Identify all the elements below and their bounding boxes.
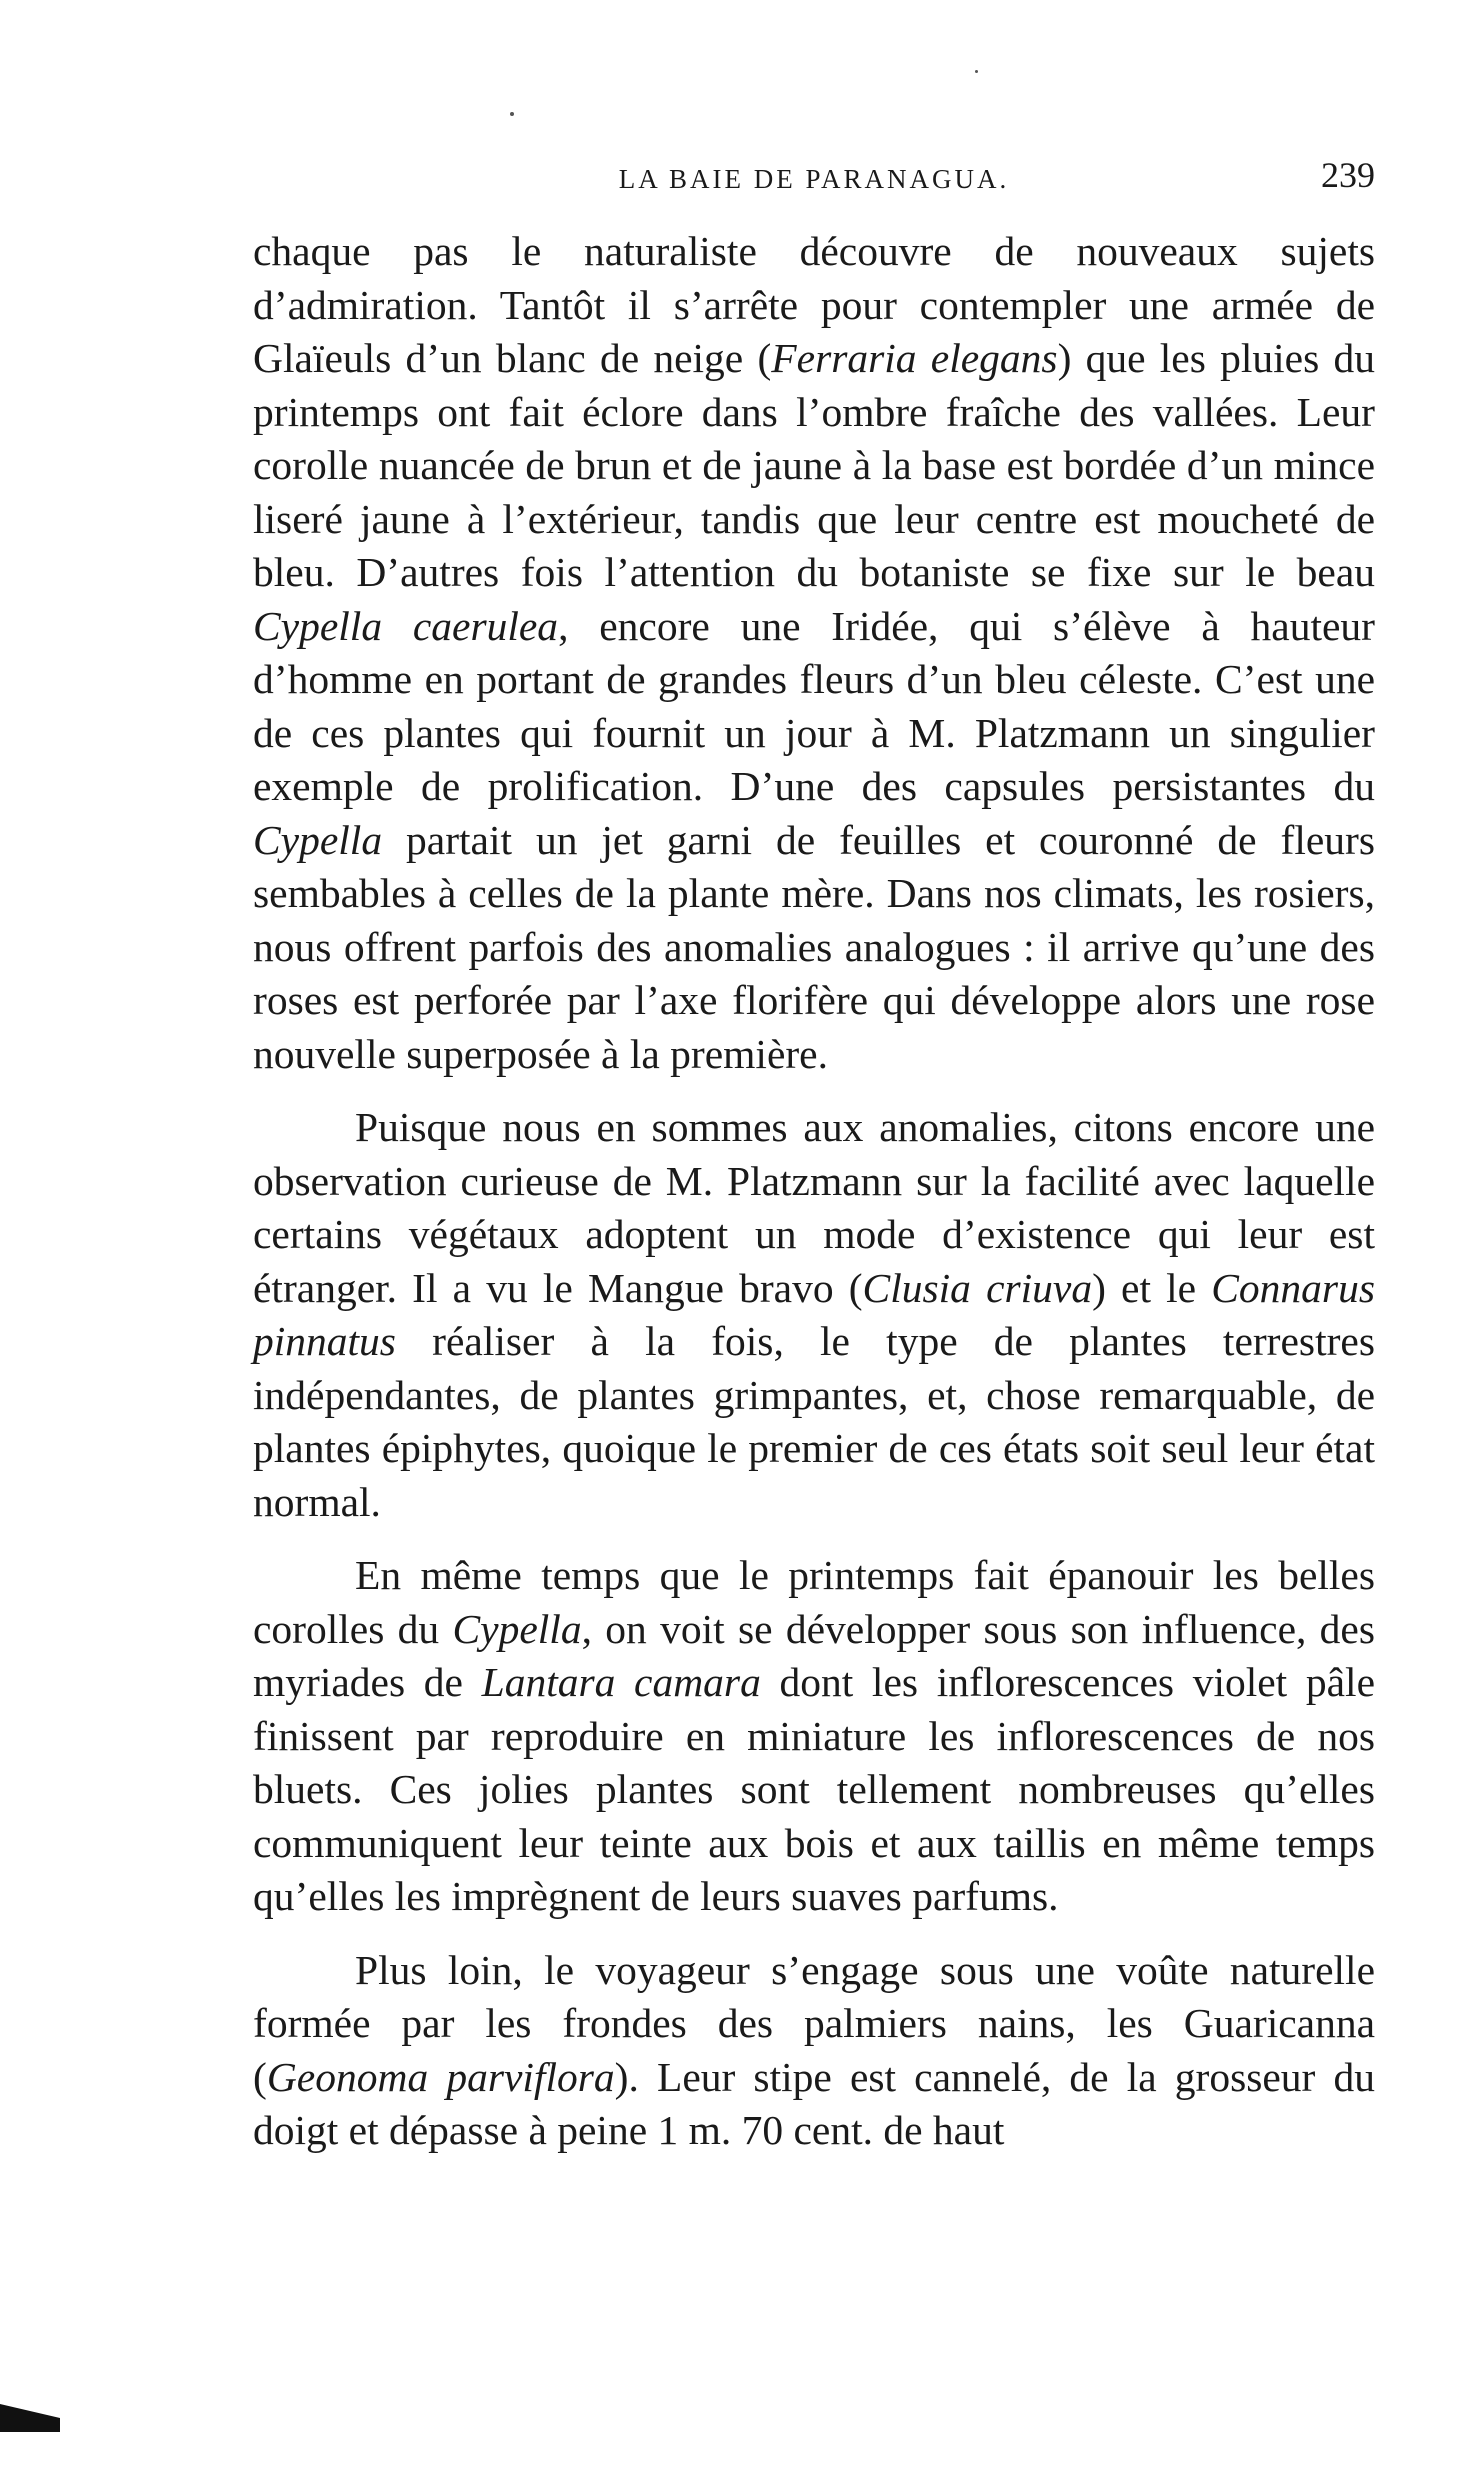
text-segment: chaque pas le naturaliste découvre de nouveaux sujets d’admiration. Tantôt il s’arrête pour contempler une armée de Glaïeuls d’un blanc de neige (	[253, 228, 1375, 381]
text-segment: ). Leur stipe est cannelé, de la grosseur du doigt et dépasse à peine 1 m. 70 cent. de haut	[253, 2053, 1376, 2153]
text-segment: dont les inflorescences violet pâle finissent par reproduire en miniature les inflorescences de nos bluets. Ces jolies plantes sont tellement nombreuses qu’elles communiquent leur teinte aux bois et aux taillis en même temps qu’elles les imprègnent de leurs suaves parfums.	[253, 1659, 1375, 1919]
text-segment: Puisque nous en sommes aux anomalies, citons encore une observation curieuse de M. Platzmann sur la facilité avec laquelle certains végétaux adoptent un mode d’existence qui leur est étranger. Il a vu le Mangue bravo (	[253, 1104, 1375, 1311]
italic-term: Cypella	[452, 1605, 582, 1652]
paragraph	[253, 1549, 1375, 1924]
paragraph	[253, 1101, 1375, 1529]
body-text	[253, 225, 1375, 2158]
italic-term: Cypella	[253, 816, 383, 863]
running-head	[253, 150, 1375, 200]
text-segment: En même temps que le printemps fait épanouir les belles corolles du	[253, 1552, 1375, 1652]
text-segment: , on voit se développer sous son influence, des myriades de	[253, 1605, 1375, 1705]
text-segment: réaliser à la fois, le type de plantes terrestres indépendantes, de plantes grimpantes, et, chose remarquable, de plantes épiphytes, quoique le premier de ces états soit seul leur état normal.	[253, 1318, 1375, 1525]
italic-term: Connarus pinnatus	[253, 1264, 1375, 1364]
page-number: 239	[1321, 155, 1375, 195]
italic-term: Geonoma parviflora	[266, 2053, 615, 2100]
text-segment: partait un jet garni de feuilles et couronné de fleurs sembables à celles de la plante mère. Dans nos climats, les rosiers, nous offrent parfois des anomalies analogues : il arrive qu’une des roses est perforée par l’axe florifère qui développe alors une rose nouvelle superposée à la première.	[253, 816, 1375, 1077]
text-segment: ) et le	[1092, 1264, 1212, 1311]
italic-term: Cypella caerulea	[253, 602, 559, 649]
scan-speck	[975, 70, 978, 73]
paragraph	[253, 1944, 1375, 2158]
italic-term: Clusia criuva	[862, 1264, 1093, 1311]
page-corner-mark	[0, 2404, 60, 2432]
running-title: LA BAIE DE PARANAGUA.	[618, 164, 1010, 194]
text-segment: , encore une Iridée, qui s’élève à hauteur d’homme en portant de grandes fleurs d’un bleu céleste. C’est une de ces plantes qui fournit un jour à M. Platzmann un singulier exemple de prolification. D’une des capsules persistantes du	[253, 602, 1375, 809]
italic-term: Lantara camara	[481, 1659, 761, 1705]
scan-speck	[510, 112, 514, 116]
text-segment: ) que les pluies du printemps ont fait éclore dans l’ombre fraîche des vallées. Leur corolle nuancée de brun et de jaune à la base est bordée d’un mince liseré jaune à l’extérieur, tandis que leur centre est moucheté de bleu. D’autres fois l’attention du botaniste se fixe sur le beau	[253, 335, 1375, 595]
text-segment: Plus loin, le voyageur s’engage sous une voûte naturelle formée par les frondes des palmiers nains, les Guaricanna (	[253, 1946, 1375, 2100]
italic-term: Ferraria elegans	[771, 335, 1058, 381]
paragraph	[253, 225, 1375, 1081]
